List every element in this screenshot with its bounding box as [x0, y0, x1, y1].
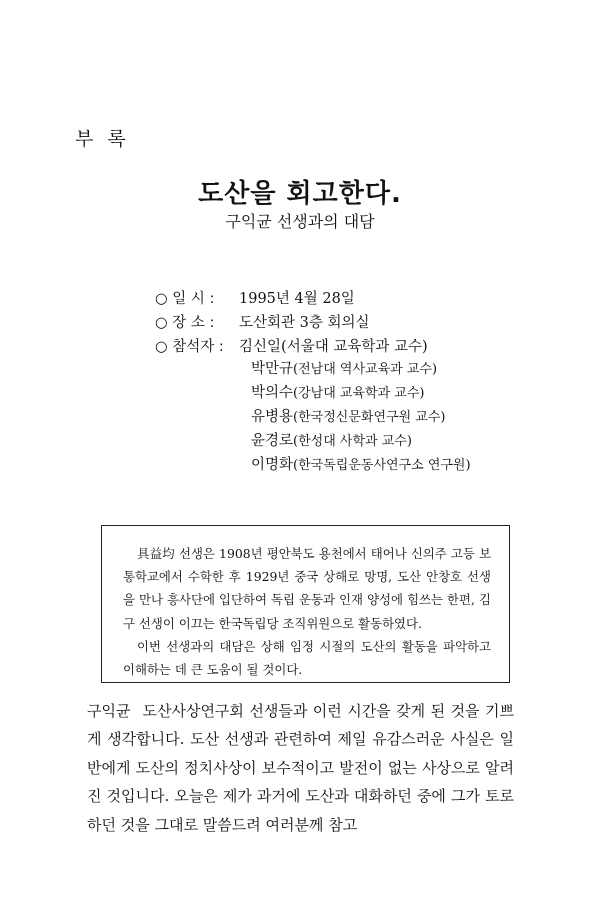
participant-name: 윤경로	[251, 433, 294, 449]
participant-name: 박만규	[251, 361, 294, 377]
speech-text: 도산사상연구회 선생들과 이런 시간을 갖게 된 것을 기쁘게 생각합니다. 도산 선생과 관련하여 제일 유감스러운 사실은 일반에게 도산의 정치사상이 보수적이고 발전이 없는 사상으로 알려진 것입니다. 오늘은 제가 과거에 도산과 대화하던 중에 그가 토로하던 것을 그대로 말씀드려 여러분께 참고	[87, 702, 514, 834]
intro-paragraph: 具益均 선생은 1908년 평안북도 용천에서 태어나 신의주 고등 보통학교에서 수학한 후 1929년 중국 상해로 망명, 도산 안창호 선생을 만나 흥사단에 입단하여 독립 운동과 인재 양성에 힘쓰는 한편, 김구 선생이 이끄는 한국독립당 조직위원으로 활동하였다.	[123, 546, 491, 631]
participant-affiliation: (한국정신문화연구원 교수)	[293, 410, 446, 425]
participant-affiliation: (한국독립운동사연구소 연구원)	[293, 458, 471, 473]
intro-box	[101, 525, 510, 683]
body-paragraph	[87, 697, 514, 839]
participant-name: 김신일	[239, 338, 282, 355]
participant-item	[251, 453, 471, 477]
interview-info	[155, 285, 471, 477]
participant-item	[251, 429, 471, 453]
participant-affiliation: (서울대 교육학과 교수)	[281, 338, 428, 355]
place-row	[155, 309, 471, 333]
speaker-name: 구익균	[87, 702, 131, 720]
place-value: 도산회관 3층 회의실	[239, 314, 370, 331]
participant-affiliation: (강남대 교육학과 교수)	[293, 386, 425, 401]
participant-name: 이명화	[251, 457, 294, 473]
date-row	[155, 285, 471, 309]
participant-item	[251, 357, 471, 381]
intro-paragraph: 이번 선생과의 대담은 상해 임정 시절의 도산의 활동을 파악하고 이해하는 데 큰 도움이 될 것이다.	[123, 638, 491, 678]
participant-list	[155, 357, 471, 477]
participants-label: ○ 참석자 :	[155, 338, 224, 355]
date-label: ○ 일 시 :	[155, 290, 215, 307]
place-label: ○ 장 소 :	[155, 314, 215, 331]
participant-affiliation: (전남대 역사교육과 교수)	[293, 362, 438, 377]
participant-item	[239, 335, 428, 356]
date-value: 1995년 4월 28일	[239, 290, 355, 307]
page-subtitle: 구익균 선생과의 대담	[225, 212, 375, 231]
body-text	[87, 697, 514, 839]
participant-name: 박의수	[251, 385, 294, 401]
page-title: 도산을 회고한다.	[198, 179, 402, 209]
participants-row	[155, 333, 471, 357]
participant-item	[251, 405, 471, 429]
participant-item	[251, 381, 471, 405]
participant-affiliation: (한성대 사학과 교수)	[293, 434, 412, 449]
participant-name: 유병용	[251, 409, 294, 425]
section-label: 부 록	[75, 128, 130, 150]
